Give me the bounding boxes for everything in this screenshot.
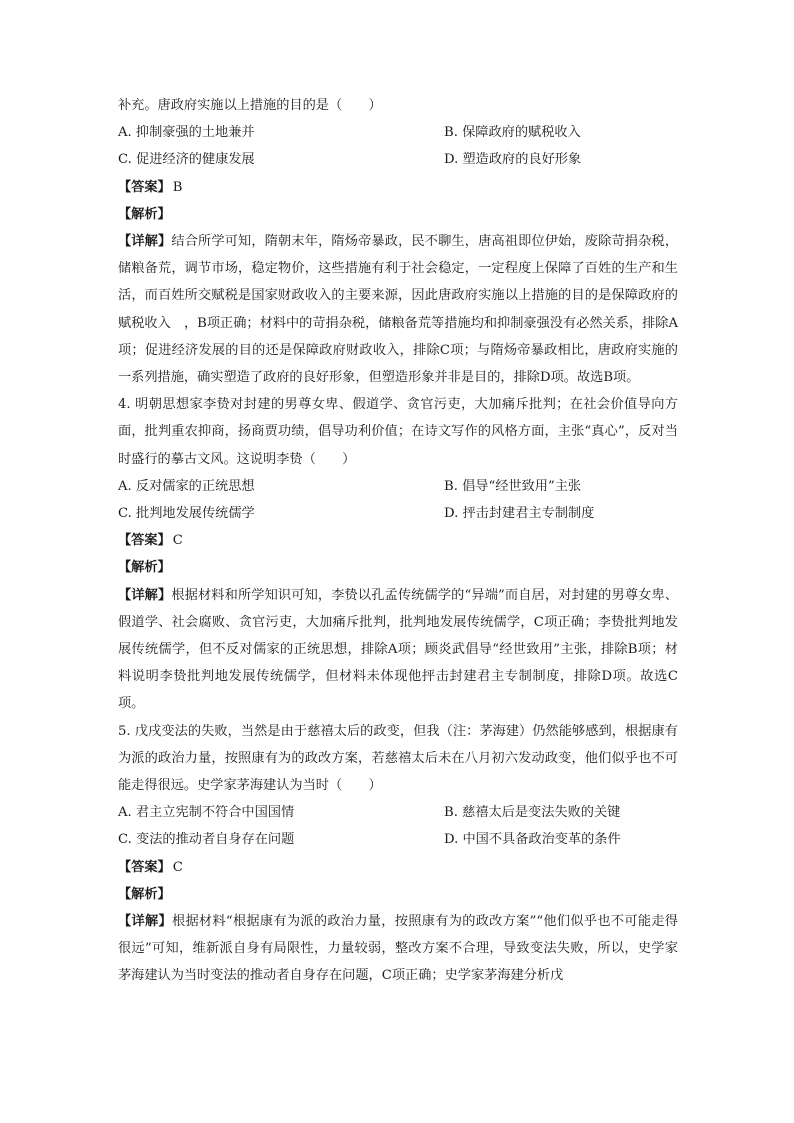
question-4-answer: 【答案】 C	[118, 533, 183, 549]
question-3-option-c: C. 促进经济的健康发展	[118, 152, 255, 168]
question-3-analysis-label: 【解析】	[118, 206, 171, 222]
question-5-option-b: B. 慈禧太后是变法失败的关键	[444, 805, 621, 821]
question-5-option-c: C. 变法的推动者自身存在问题	[118, 832, 295, 848]
question-3-option-a: A. 抑制豪强的土地兼并	[118, 125, 255, 141]
question-5-analysis-label: 【解析】	[118, 886, 171, 902]
question-5-stem: 5. 戊戌变法的失败，当然是由于慈禧太后的政变，但我（注：茅海建）仍然能够感到，根据康有为派的政治力量，按照康有为的政改方案，若慈禧太后未在八月初六发动政变，他们似乎也不可能走得很远。史学家茅海建认为当时（ ）	[118, 723, 678, 793]
question-4-stem: 4. 明朝思想家李贽对封建的男尊女卑、假道学、贪官污吏，大加痛斥批判；在社会价值导向方面，批判重农抑商，扬商贾功绩，倡导功利价值；在诗文写作的风格方面，主张“真心”，反对当时盛行的摹古文风。这说明李贽（ ）	[118, 397, 678, 467]
document-content	[118, 92, 678, 990]
question-5	[118, 718, 678, 990]
question-4-detail: 【详解】根据材料和所学知识可知，李贽以孔孟传统儒学的“异端”而自居，对封建的男尊女卑、假道学、社会腐败、贪官污吏，大加痛斥批判，批判地发展传统儒学，C项正确；李贽批判地发展传统儒学，但不反对儒家的正统思想，排除A项；顾炎武倡导“经世致用”主张，排除B项；材料说明李贽批判地发展传统儒学，但材料未体现他抨击封建君主专制制度，排除D项。故选C项。	[118, 587, 679, 712]
question-3-options-row-2	[118, 146, 678, 173]
question-3-option-b: B. 保障政府的赋税收入	[444, 125, 581, 141]
question-5-detail: 【详解】根据材料“根据康有为派的政治力量，按照康有为的政改方案”“他们似乎也不可能走得很远”可知，维新派自身有局限性，力量较弱，整改方案不合理，导致变法失败，所以，史学家茅海建认为当时变法的推动者自身存在问题，C项正确；史学家茅海建分析戊	[118, 913, 678, 984]
question-4-option-a: A. 反对儒家的正统思想	[118, 478, 255, 494]
question-3-answer: 【答案】 B	[118, 179, 183, 195]
question-3-detail: 【详解】结合所学可知，隋朝末年，隋炀帝暴政，民不聊生，唐高祖即位伊始，废除苛捐杂税，储粮备荒，调节市场，稳定物价，这些措施有利于社会稳定，一定程度上保障了百姓的生产和生活，而百姓所交赋税是国家财政收入的主要来源，因此唐政府实施以上措施的目的是保障政府的赋税收入 ，B项正确；材料中的苛捐杂税，储粮备荒等措施均和抑制豪强没有必然关系，排除A项；促进经济发展的目的还是保障政府财政收入，排除C项；与隋炀帝暴政相比，唐政府实施的一系列措施，确实塑造了政府的良好形象，但塑造形象并非是目的，排除D项。故选B项。	[118, 233, 679, 385]
question-5-answer: 【答案】 C	[118, 859, 183, 875]
question-4	[118, 391, 678, 717]
question-5-option-a: A. 君主立宪制不符合中国国情	[118, 805, 295, 821]
question-4-option-c: C. 批判地发展传统儒学	[118, 506, 255, 521]
question-3	[118, 92, 678, 391]
question-3-stem-tail: 补充。唐政府实施以上措施的目的是（ ）	[118, 98, 382, 113]
question-4-option-d: D. 抨击封建君主专制制度	[444, 506, 595, 521]
question-5-option-d: D. 中国不具备政治变革的条件	[444, 832, 621, 848]
question-4-options-row-1	[118, 473, 678, 500]
question-3-option-d: D. 塑造政府的良好形象	[444, 152, 582, 168]
question-4-option-b: B. 倡导“经世致用”主张	[444, 478, 582, 494]
question-5-options-row-2	[118, 826, 678, 853]
question-4-options-row-2	[118, 500, 678, 527]
question-3-options-row-1	[118, 119, 678, 146]
question-5-options-row-1	[118, 799, 678, 826]
question-4-analysis-label: 【解析】	[118, 560, 171, 576]
